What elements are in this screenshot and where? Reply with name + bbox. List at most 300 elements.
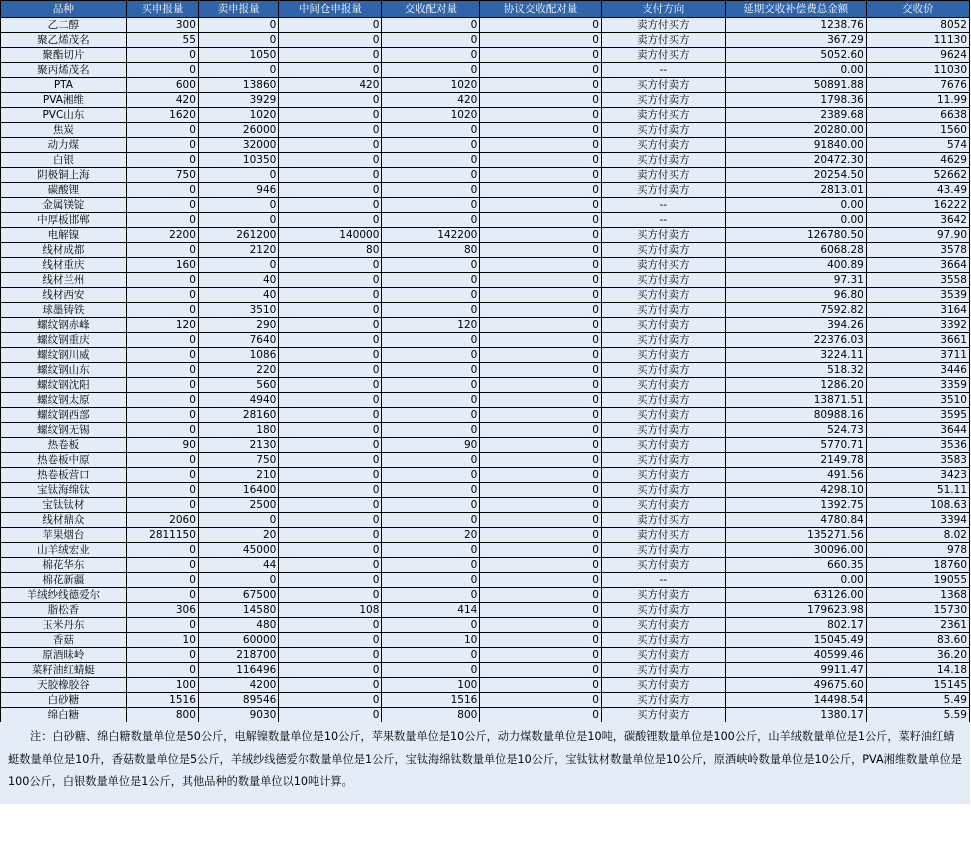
cell-pay-direction: -- xyxy=(601,573,725,588)
cell-mid-qty: 0 xyxy=(279,483,382,498)
cell-buy-qty: 0 xyxy=(126,138,198,153)
cell-mid-qty: 0 xyxy=(279,48,382,63)
table-row xyxy=(1,213,970,228)
cell-product: 棉花新疆 xyxy=(1,573,127,588)
cell-pay-direction: -- xyxy=(601,213,725,228)
cell-pay-direction: 买方付卖方 xyxy=(601,183,725,198)
cell-buy-qty: 0 xyxy=(126,663,198,678)
table-row xyxy=(1,318,970,333)
cell-matched-qty: 0 xyxy=(382,18,480,33)
table-row xyxy=(1,123,970,138)
cell-delivery-price: 97.90 xyxy=(866,228,969,243)
cell-buy-qty: 0 xyxy=(126,483,198,498)
cell-pay-direction: 卖方付买方 xyxy=(601,513,725,528)
cell-product: PTA xyxy=(1,78,127,93)
cell-buy-qty: 0 xyxy=(126,213,198,228)
cell-compensation: 20472.30 xyxy=(725,153,866,168)
cell-mid-qty: 0 xyxy=(279,543,382,558)
cell-mid-qty: 0 xyxy=(279,303,382,318)
cell-sell-qty: 218700 xyxy=(198,648,278,663)
cell-product: 中厚板邯郸 xyxy=(1,213,127,228)
cell-product: 原酒昧岭 xyxy=(1,648,127,663)
cell-buy-qty: 0 xyxy=(126,198,198,213)
cell-delivery-price: 15730 xyxy=(866,603,969,618)
table-row xyxy=(1,93,970,108)
cell-buy-qty: 2200 xyxy=(126,228,198,243)
cell-sell-qty: 1050 xyxy=(198,48,278,63)
cell-delivery-price: 6638 xyxy=(866,108,969,123)
cell-sell-qty: 20 xyxy=(198,528,278,543)
cell-buy-qty: 0 xyxy=(126,573,198,588)
cell-mid-qty: 0 xyxy=(279,588,382,603)
cell-agreement-qty: 0 xyxy=(480,183,602,198)
cell-pay-direction: 买方付卖方 xyxy=(601,603,725,618)
cell-compensation: 13871.51 xyxy=(725,393,866,408)
table-row xyxy=(1,453,970,468)
cell-delivery-price: 3510 xyxy=(866,393,969,408)
cell-buy-qty: 0 xyxy=(126,423,198,438)
cell-buy-qty: 120 xyxy=(126,318,198,333)
cell-buy-qty: 306 xyxy=(126,603,198,618)
cell-sell-qty: 9030 xyxy=(198,708,278,723)
cell-buy-qty: 2060 xyxy=(126,513,198,528)
cell-agreement-qty: 0 xyxy=(480,18,602,33)
cell-compensation: 96.80 xyxy=(725,288,866,303)
cell-agreement-qty: 0 xyxy=(480,453,602,468)
cell-matched-qty: 414 xyxy=(382,603,480,618)
cell-buy-qty: 0 xyxy=(126,288,198,303)
cell-matched-qty: 80 xyxy=(382,243,480,258)
cell-mid-qty: 0 xyxy=(279,618,382,633)
cell-mid-qty: 0 xyxy=(279,678,382,693)
cell-buy-qty: 55 xyxy=(126,33,198,48)
cell-mid-qty: 0 xyxy=(279,33,382,48)
table-row xyxy=(1,333,970,348)
cell-buy-qty: 0 xyxy=(126,333,198,348)
cell-product: 热卷板营口 xyxy=(1,468,127,483)
cell-delivery-price: 978 xyxy=(866,543,969,558)
cell-product: 乙二醇 xyxy=(1,18,127,33)
cell-agreement-qty: 0 xyxy=(480,708,602,723)
cell-delivery-price: 11.99 xyxy=(866,93,969,108)
table-row xyxy=(1,483,970,498)
cell-agreement-qty: 0 xyxy=(480,33,602,48)
cell-matched-qty: 0 xyxy=(382,288,480,303)
cell-agreement-qty: 0 xyxy=(480,543,602,558)
cell-delivery-price: 8.02 xyxy=(866,528,969,543)
cell-delivery-price: 1560 xyxy=(866,123,969,138)
cell-pay-direction: 买方付卖方 xyxy=(601,468,725,483)
cell-compensation: 20254.50 xyxy=(725,168,866,183)
cell-pay-direction: 买方付卖方 xyxy=(601,588,725,603)
cell-compensation: 80988.16 xyxy=(725,408,866,423)
cell-matched-qty: 0 xyxy=(382,123,480,138)
cell-product: 聚丙烯茂名 xyxy=(1,63,127,78)
cell-mid-qty: 0 xyxy=(279,573,382,588)
cell-matched-qty: 0 xyxy=(382,543,480,558)
cell-sell-qty: 0 xyxy=(198,18,278,33)
cell-matched-qty: 0 xyxy=(382,153,480,168)
cell-buy-qty: 0 xyxy=(126,153,198,168)
cell-matched-qty: 142200 xyxy=(382,228,480,243)
cell-product: 羊绒纱线德爱尔 xyxy=(1,588,127,603)
cell-product: 热卷板中原 xyxy=(1,453,127,468)
cell-agreement-qty: 0 xyxy=(480,678,602,693)
cell-matched-qty: 0 xyxy=(382,393,480,408)
cell-pay-direction: 买方付卖方 xyxy=(601,123,725,138)
table-row xyxy=(1,708,970,723)
cell-agreement-qty: 0 xyxy=(480,288,602,303)
cell-matched-qty: 0 xyxy=(382,168,480,183)
cell-sell-qty: 560 xyxy=(198,378,278,393)
cell-agreement-qty: 0 xyxy=(480,303,602,318)
cell-sell-qty: 3929 xyxy=(198,93,278,108)
cell-mid-qty: 0 xyxy=(279,18,382,33)
cell-delivery-price: 3558 xyxy=(866,273,969,288)
cell-buy-qty: 0 xyxy=(126,273,198,288)
cell-sell-qty: 4940 xyxy=(198,393,278,408)
cell-sell-qty: 2130 xyxy=(198,438,278,453)
table-row xyxy=(1,603,970,618)
cell-pay-direction: 买方付卖方 xyxy=(601,678,725,693)
cell-product: 线材重庆 xyxy=(1,258,127,273)
table-row xyxy=(1,198,970,213)
cell-compensation: 2149.78 xyxy=(725,453,866,468)
cell-compensation: 0.00 xyxy=(725,573,866,588)
cell-sell-qty: 3510 xyxy=(198,303,278,318)
cell-buy-qty: 800 xyxy=(126,708,198,723)
cell-buy-qty: 0 xyxy=(126,453,198,468)
cell-pay-direction: 买方付卖方 xyxy=(601,423,725,438)
cell-sell-qty: 14580 xyxy=(198,603,278,618)
cell-pay-direction: 卖方付买方 xyxy=(601,48,725,63)
cell-sell-qty: 10350 xyxy=(198,153,278,168)
table-row xyxy=(1,378,970,393)
cell-buy-qty: 600 xyxy=(126,78,198,93)
cell-product: 螺纹钢西部 xyxy=(1,408,127,423)
cell-compensation: 135271.56 xyxy=(725,528,866,543)
cell-sell-qty: 480 xyxy=(198,618,278,633)
cell-sell-qty: 1020 xyxy=(198,108,278,123)
cell-mid-qty: 0 xyxy=(279,423,382,438)
cell-product: 金属镁锭 xyxy=(1,198,127,213)
cell-product: 宝钛钛材 xyxy=(1,498,127,513)
cell-mid-qty: 0 xyxy=(279,93,382,108)
cell-sell-qty: 89546 xyxy=(198,693,278,708)
cell-compensation: 518.32 xyxy=(725,363,866,378)
cell-mid-qty: 0 xyxy=(279,273,382,288)
cell-pay-direction: 买方付卖方 xyxy=(601,378,725,393)
table-row xyxy=(1,33,970,48)
cell-sell-qty: 0 xyxy=(198,573,278,588)
table-row xyxy=(1,348,970,363)
cell-product: 螺纹钢山东 xyxy=(1,363,127,378)
cell-matched-qty: 0 xyxy=(382,63,480,78)
cell-buy-qty: 0 xyxy=(126,468,198,483)
cell-sell-qty: 0 xyxy=(198,198,278,213)
cell-delivery-price: 19055 xyxy=(866,573,969,588)
cell-sell-qty: 45000 xyxy=(198,543,278,558)
cell-matched-qty: 0 xyxy=(382,138,480,153)
cell-compensation: 7592.82 xyxy=(725,303,866,318)
cell-matched-qty: 1020 xyxy=(382,108,480,123)
cell-delivery-price: 574 xyxy=(866,138,969,153)
cell-compensation: 49675.60 xyxy=(725,678,866,693)
cell-mid-qty: 0 xyxy=(279,438,382,453)
cell-pay-direction: 买方付卖方 xyxy=(601,408,725,423)
table-row xyxy=(1,693,970,708)
cell-compensation: 1238.76 xyxy=(725,18,866,33)
cell-compensation: 20280.00 xyxy=(725,123,866,138)
cell-mid-qty: 0 xyxy=(279,513,382,528)
cell-product: PVC山东 xyxy=(1,108,127,123)
cell-sell-qty: 2120 xyxy=(198,243,278,258)
header-buy-qty: 买申报量 xyxy=(126,1,198,18)
cell-agreement-qty: 0 xyxy=(480,573,602,588)
cell-pay-direction: 买方付卖方 xyxy=(601,543,725,558)
cell-product: 苹果烟台 xyxy=(1,528,127,543)
cell-buy-qty: 0 xyxy=(126,123,198,138)
cell-compensation: 2813.01 xyxy=(725,183,866,198)
table-row xyxy=(1,663,970,678)
cell-mid-qty: 0 xyxy=(279,708,382,723)
cell-matched-qty: 0 xyxy=(382,588,480,603)
cell-delivery-price: 83.60 xyxy=(866,633,969,648)
cell-compensation: 6068.28 xyxy=(725,243,866,258)
cell-sell-qty: 290 xyxy=(198,318,278,333)
cell-agreement-qty: 0 xyxy=(480,423,602,438)
cell-mid-qty: 0 xyxy=(279,633,382,648)
cell-buy-qty: 0 xyxy=(126,183,198,198)
cell-agreement-qty: 0 xyxy=(480,648,602,663)
cell-product: 白砂糖 xyxy=(1,693,127,708)
cell-matched-qty: 0 xyxy=(382,618,480,633)
cell-product: 线材兰州 xyxy=(1,273,127,288)
cell-agreement-qty: 0 xyxy=(480,378,602,393)
cell-compensation: 63126.00 xyxy=(725,588,866,603)
cell-sell-qty: 7640 xyxy=(198,333,278,348)
cell-sell-qty: 220 xyxy=(198,363,278,378)
cell-pay-direction: 买方付卖方 xyxy=(601,288,725,303)
cell-pay-direction: 买方付卖方 xyxy=(601,138,725,153)
table-row xyxy=(1,423,970,438)
cell-matched-qty: 0 xyxy=(382,423,480,438)
cell-sell-qty: 116496 xyxy=(198,663,278,678)
cell-matched-qty: 0 xyxy=(382,303,480,318)
cell-delivery-price: 9624 xyxy=(866,48,969,63)
cell-buy-qty: 100 xyxy=(126,678,198,693)
cell-compensation: 491.56 xyxy=(725,468,866,483)
cell-pay-direction: 买方付卖方 xyxy=(601,318,725,333)
cell-product: 绵白糖 xyxy=(1,708,127,723)
cell-pay-direction: 卖方付买方 xyxy=(601,33,725,48)
cell-pay-direction: 买方付卖方 xyxy=(601,708,725,723)
cell-buy-qty: 0 xyxy=(126,648,198,663)
cell-agreement-qty: 0 xyxy=(480,498,602,513)
cell-mid-qty: 0 xyxy=(279,153,382,168)
header-pay-direction: 支付方向 xyxy=(601,1,725,18)
cell-buy-qty: 0 xyxy=(126,303,198,318)
cell-agreement-qty: 0 xyxy=(480,168,602,183)
cell-product: 螺纹钢沈阳 xyxy=(1,378,127,393)
cell-buy-qty: 10 xyxy=(126,633,198,648)
table-row xyxy=(1,438,970,453)
cell-pay-direction: 卖方付买方 xyxy=(601,258,725,273)
cell-matched-qty: 0 xyxy=(382,498,480,513)
cell-compensation: 5770.71 xyxy=(725,438,866,453)
cell-agreement-qty: 0 xyxy=(480,558,602,573)
cell-sell-qty: 180 xyxy=(198,423,278,438)
cell-delivery-price: 52662 xyxy=(866,168,969,183)
cell-pay-direction: 买方付卖方 xyxy=(601,693,725,708)
table-row xyxy=(1,588,970,603)
cell-compensation: 91840.00 xyxy=(725,138,866,153)
cell-buy-qty: 90 xyxy=(126,438,198,453)
cell-pay-direction: 卖方付买方 xyxy=(601,528,725,543)
cell-product: 球墨铸铁 xyxy=(1,303,127,318)
cell-mid-qty: 0 xyxy=(279,393,382,408)
cell-mid-qty: 0 xyxy=(279,318,382,333)
cell-pay-direction: 买方付卖方 xyxy=(601,498,725,513)
cell-mid-qty: 0 xyxy=(279,408,382,423)
cell-matched-qty: 0 xyxy=(382,48,480,63)
cell-delivery-price: 3661 xyxy=(866,333,969,348)
cell-product: 玉米丹东 xyxy=(1,618,127,633)
cell-agreement-qty: 0 xyxy=(480,693,602,708)
cell-compensation: 400.89 xyxy=(725,258,866,273)
table-row xyxy=(1,258,970,273)
table-row xyxy=(1,78,970,93)
table-row xyxy=(1,303,970,318)
cell-delivery-price: 3539 xyxy=(866,288,969,303)
cell-mid-qty: 0 xyxy=(279,558,382,573)
cell-product: 白银 xyxy=(1,153,127,168)
cell-compensation: 22376.03 xyxy=(725,333,866,348)
cell-compensation: 3224.11 xyxy=(725,348,866,363)
cell-buy-qty: 0 xyxy=(126,588,198,603)
cell-matched-qty: 0 xyxy=(382,348,480,363)
cell-pay-direction: 买方付卖方 xyxy=(601,663,725,678)
cell-agreement-qty: 0 xyxy=(480,333,602,348)
cell-mid-qty: 0 xyxy=(279,168,382,183)
cell-pay-direction: 买方付卖方 xyxy=(601,303,725,318)
cell-delivery-price: 5.59 xyxy=(866,708,969,723)
cell-compensation: 14498.54 xyxy=(725,693,866,708)
cell-buy-qty: 0 xyxy=(126,363,198,378)
cell-product: PVA湘维 xyxy=(1,93,127,108)
cell-pay-direction: 买方付卖方 xyxy=(601,78,725,93)
cell-compensation: 179623.98 xyxy=(725,603,866,618)
cell-agreement-qty: 0 xyxy=(480,363,602,378)
cell-sell-qty: 261200 xyxy=(198,228,278,243)
cell-compensation: 97.31 xyxy=(725,273,866,288)
cell-agreement-qty: 0 xyxy=(480,108,602,123)
cell-mid-qty: 0 xyxy=(279,468,382,483)
cell-delivery-price: 1368 xyxy=(866,588,969,603)
cell-product: 焦炭 xyxy=(1,123,127,138)
table-row xyxy=(1,408,970,423)
cell-mid-qty: 0 xyxy=(279,348,382,363)
cell-agreement-qty: 0 xyxy=(480,228,602,243)
cell-sell-qty: 60000 xyxy=(198,633,278,648)
cell-compensation: 1286.20 xyxy=(725,378,866,393)
cell-pay-direction: 买方付卖方 xyxy=(601,93,725,108)
cell-sell-qty: 0 xyxy=(198,168,278,183)
cell-delivery-price: 3642 xyxy=(866,213,969,228)
cell-mid-qty: 420 xyxy=(279,78,382,93)
cell-pay-direction: 买方付卖方 xyxy=(601,243,725,258)
cell-delivery-price: 43.49 xyxy=(866,183,969,198)
cell-delivery-price: 16222 xyxy=(866,198,969,213)
table-row xyxy=(1,108,970,123)
cell-sell-qty: 750 xyxy=(198,453,278,468)
cell-pay-direction: 买方付卖方 xyxy=(601,348,725,363)
cell-buy-qty: 1516 xyxy=(126,693,198,708)
cell-buy-qty: 750 xyxy=(126,168,198,183)
table-row xyxy=(1,393,970,408)
cell-pay-direction: 买方付卖方 xyxy=(601,618,725,633)
cell-agreement-qty: 0 xyxy=(480,123,602,138)
table-header-row xyxy=(1,1,970,18)
cell-pay-direction: 买方付卖方 xyxy=(601,393,725,408)
cell-pay-direction: 买方付卖方 xyxy=(601,273,725,288)
cell-pay-direction: 买方付卖方 xyxy=(601,363,725,378)
cell-compensation: 40599.46 xyxy=(725,648,866,663)
cell-mid-qty: 0 xyxy=(279,213,382,228)
cell-mid-qty: 0 xyxy=(279,528,382,543)
cell-product: 线材鼎众 xyxy=(1,513,127,528)
cell-pay-direction: 买方付卖方 xyxy=(601,633,725,648)
cell-compensation: 9911.47 xyxy=(725,663,866,678)
cell-mid-qty: 80 xyxy=(279,243,382,258)
cell-compensation: 1392.75 xyxy=(725,498,866,513)
header-compensation: 延期交收补偿费总金额 xyxy=(725,1,866,18)
cell-sell-qty: 44 xyxy=(198,558,278,573)
cell-matched-qty: 0 xyxy=(382,258,480,273)
cell-buy-qty: 160 xyxy=(126,258,198,273)
cell-product: 线材西安 xyxy=(1,288,127,303)
cell-sell-qty: 0 xyxy=(198,513,278,528)
cell-buy-qty: 0 xyxy=(126,348,198,363)
cell-mid-qty: 108 xyxy=(279,603,382,618)
cell-agreement-qty: 0 xyxy=(480,138,602,153)
cell-delivery-price: 2361 xyxy=(866,618,969,633)
cell-matched-qty: 0 xyxy=(382,468,480,483)
table-row xyxy=(1,648,970,663)
cell-compensation: 4780.84 xyxy=(725,513,866,528)
cell-matched-qty: 0 xyxy=(382,198,480,213)
cell-matched-qty: 10 xyxy=(382,633,480,648)
cell-buy-qty: 0 xyxy=(126,408,198,423)
cell-matched-qty: 0 xyxy=(382,273,480,288)
cell-matched-qty: 0 xyxy=(382,483,480,498)
table-row xyxy=(1,273,970,288)
cell-buy-qty: 1620 xyxy=(126,108,198,123)
cell-matched-qty: 0 xyxy=(382,663,480,678)
cell-compensation: 0.00 xyxy=(725,213,866,228)
cell-buy-qty: 0 xyxy=(126,63,198,78)
cell-matched-qty: 800 xyxy=(382,708,480,723)
table-row xyxy=(1,618,970,633)
cell-delivery-price: 14.18 xyxy=(866,663,969,678)
cell-agreement-qty: 0 xyxy=(480,78,602,93)
cell-compensation: 30096.00 xyxy=(725,543,866,558)
cell-sell-qty: 16400 xyxy=(198,483,278,498)
cell-product: 香菇 xyxy=(1,633,127,648)
cell-sell-qty: 1086 xyxy=(198,348,278,363)
table-row xyxy=(1,243,970,258)
cell-sell-qty: 0 xyxy=(198,258,278,273)
